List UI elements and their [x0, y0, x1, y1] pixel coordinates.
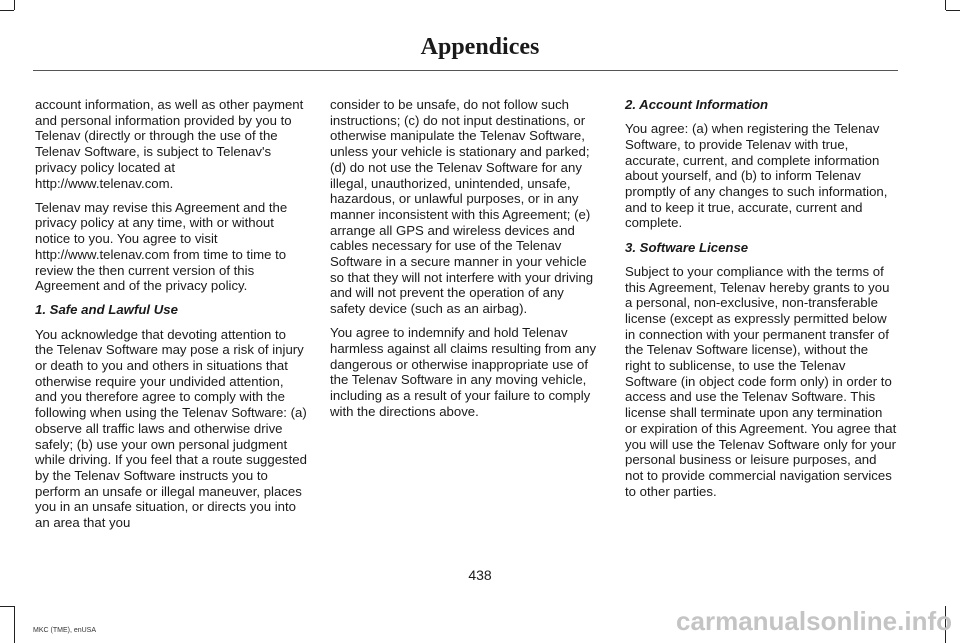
crop-mark-bottom-left-h — [0, 606, 14, 607]
crop-mark-top-left-v — [14, 0, 15, 10]
paragraph: consider to be unsafe, do not follow such instructions; (c) do not input destinations, or otherwise manipulate the Telenav Software, unless your vehicle is stationary and parked; (d) do not use the Telenav Software for any illegal, unauthorized, unintended, unsafe, hazardous, or unlawful purposes, or in any manner inconsistent with this Agreement; (e) arrange all GPS and wireless devices and cables necessary for use of the Telenav Software in a secure manner in your vehicle so that they will not interfere with your driving and will not prevent the operation of any safety device (such as an airbag). — [330, 97, 594, 317]
crop-mark-top-right-v — [945, 0, 946, 10]
paragraph: account information, as well as other payment and personal information provided by you to Telenav (directly or through the use of the Telenav Software, is subject to Telenav's privacy policy located at http://www.telenav.com. — [35, 97, 304, 191]
edition-label: MKC (TME), enUSA — [33, 627, 97, 634]
page-title: Appendices — [420, 34, 540, 60]
header-divider — [33, 70, 898, 71]
section-heading-account-information: 2. Account Information — [625, 97, 769, 112]
paragraph: You agree to indemnify and hold Telenav harmless against all claims resulting from any dangerous or otherwise inappropriate use of the Telenav Software in any moving vehicle, including as a result of your failure to comply with the directions above. — [330, 325, 597, 419]
paragraph: You acknowledge that devoting attention to the Telenav Software may pose a risk of injury or death to you and others in situations that otherwise require your undivided attention, and you therefore agree to comply with the following when using the Telenav Software: (a) observe all traffic laws and otherwise drive safely; (b) use your own personal judgment while driving. If you feel that a route suggested by the Telenav Software instructs you to perform an unsafe or illegal maneuver, places you in an unsafe situation, or directs you into an area that you — [35, 326, 307, 531]
watermark: carmanualsonline.info — [676, 606, 952, 636]
crop-mark-top-right-h — [946, 10, 960, 11]
paragraph: Subject to your compliance with the terms of this Agreement, Telenav hereby grants to you a personal, non-exclusive, non-transferable license (except as expressly permitted below in connection with your permanent transfer of the Telenav Software license), without the right to sublicense, to use the Telenav Software (in object code form only) in order to access and use the Telenav Software. This license shall terminate upon any termination or expiration of this Agreement. You agree that you will use the Telenav Software only for your personal business or leisure purposes, and not to provide commercial navigation services to other parties. — [625, 263, 897, 499]
page-number: 438 — [468, 567, 492, 583]
paragraph: Telenav may revise this Agreement and the privacy policy at any time, with or without notice to you. You agree to visit http://www.telenav.com from time to time to review the then current version of this Agreement and of the privacy policy. — [35, 199, 288, 294]
text-column-1 — [35, 97, 307, 539]
section-heading-safe-lawful-use: 1. Safe and Lawful Use — [35, 302, 178, 318]
crop-mark-bottom-left-v — [14, 606, 15, 643]
paragraph: You agree: (a) when registering the Telenav Software, to provide Telenav with true, accurate, current, and complete information about yourself, and (b) to inform Telenav promptly of any changes to such information, and to keep it true, accurate, current and complete. — [625, 121, 888, 231]
section-heading-software-license: 3. Software License — [625, 239, 749, 255]
text-column-2 — [330, 97, 602, 428]
text-column-3 — [625, 97, 897, 508]
crop-mark-top-left-h — [0, 10, 14, 11]
